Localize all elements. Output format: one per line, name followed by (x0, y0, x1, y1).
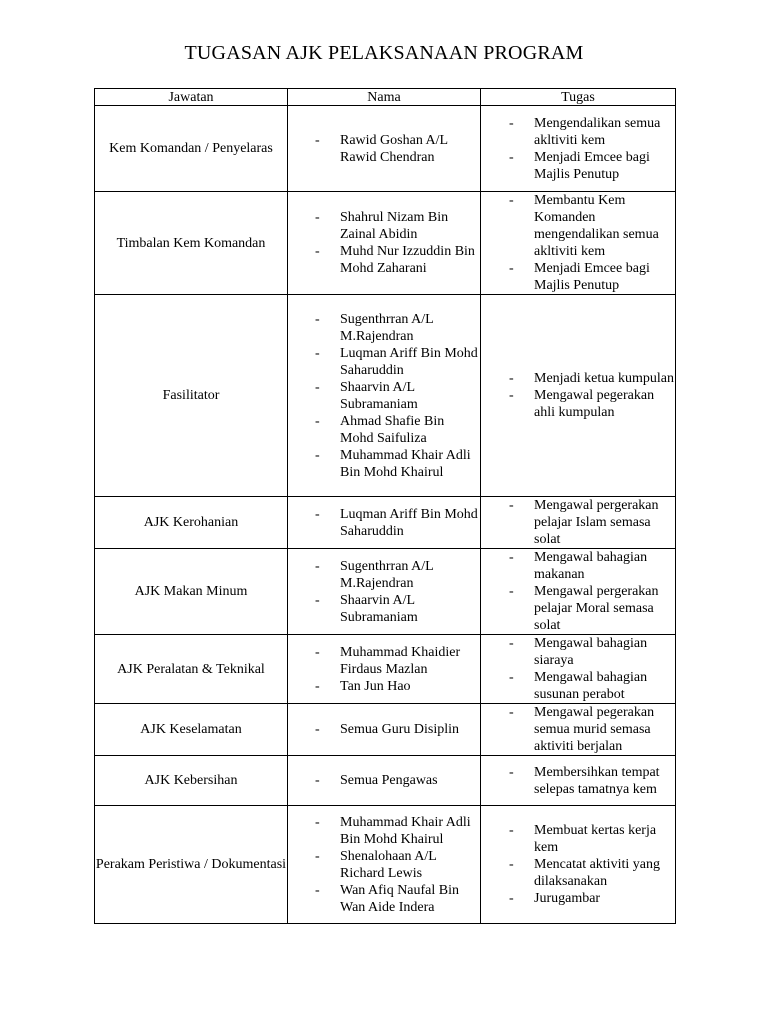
name-item: - Tan Jun Hao (288, 678, 480, 695)
duty-list (481, 704, 675, 755)
header-jawatan: Jawatan (95, 89, 288, 106)
name-list (288, 311, 480, 481)
name-list (288, 209, 480, 277)
cell-tugas (481, 756, 676, 806)
cell-tugas (481, 497, 676, 549)
duty-item: - Mengawal pergerakan pelajar Moral semasa solat (481, 583, 675, 634)
name-item: - Semua Guru Disiplin (288, 721, 480, 738)
name-list (288, 772, 480, 789)
duty-list (481, 115, 675, 183)
name-item: - Shenalohaan A/L Richard Lewis (288, 848, 480, 882)
duty-item: - Membantu Kem Komanden mengendalikan semua akltiviti kem (481, 192, 675, 260)
name-item: - Shaarvin A/L Subramaniam (288, 592, 480, 626)
duty-item: - Membuat kertas kerja kem (481, 822, 675, 856)
name-item: - Muhammad Khair Adli Bin Mohd Khairul (288, 814, 480, 848)
committee-table (94, 88, 676, 924)
cell-nama (288, 756, 481, 806)
duty-list (481, 822, 675, 907)
duty-item: - Mengawal bahagian makanan (481, 549, 675, 583)
table-row (95, 806, 676, 924)
table-row (95, 756, 676, 806)
cell-nama (288, 295, 481, 497)
cell-jawatan: AJK Kebersihan (95, 756, 288, 806)
duty-item: - Mengawal bahagian susunan perabot (481, 669, 675, 703)
name-item: - Shaarvin A/L Subramaniam (288, 379, 480, 413)
cell-jawatan: AJK Peralatan & Teknikal (95, 635, 288, 704)
cell-nama (288, 106, 481, 192)
table-header-row (95, 89, 676, 106)
duty-list (481, 370, 675, 421)
header-tugas: Tugas (481, 89, 676, 106)
duty-list (481, 635, 675, 703)
duty-item: - Jurugambar (481, 890, 675, 907)
name-item: - Shahrul Nizam Bin Zainal Abidin (288, 209, 480, 243)
name-item: - Semua Pengawas (288, 772, 480, 789)
document-title: TUGASAN AJK PELAKSANAAN PROGRAM (184, 42, 584, 64)
duty-item: - Mengawal bahagian siaraya (481, 635, 675, 669)
duty-item: - Membersihkan tempat selepas tamatnya kem (481, 764, 675, 798)
table-row (95, 635, 676, 704)
name-item: - Sugenthrran A/L M.Rajendran (288, 311, 480, 345)
cell-tugas (481, 295, 676, 497)
name-item: - Muhammad Khaidier Firdaus Mazlan (288, 644, 480, 678)
name-list (288, 558, 480, 626)
duty-item: - Mengawal pergerakan pelajar Islam semasa solat (481, 497, 675, 548)
duty-item: - Mencatat aktiviti yang dilaksanakan (481, 856, 675, 890)
cell-jawatan: AJK Keselamatan (95, 704, 288, 756)
table-row (95, 497, 676, 549)
duty-item: - Menjadi Emcee bagi Majlis Penutup (481, 260, 675, 294)
name-item: - Wan Afiq Naufal Bin Wan Aide Indera (288, 882, 480, 916)
cell-tugas (481, 635, 676, 704)
table-row (95, 192, 676, 295)
duty-list (481, 549, 675, 634)
cell-tugas (481, 806, 676, 924)
cell-nama (288, 635, 481, 704)
cell-tugas (481, 106, 676, 192)
name-item: - Ahmad Shafie Bin Mohd Saifuliza (288, 413, 480, 447)
duty-item: - Menjadi ketua kumpulan (481, 370, 675, 387)
cell-tugas (481, 549, 676, 635)
name-list (288, 132, 480, 166)
table-row (95, 704, 676, 756)
cell-jawatan: AJK Makan Minum (95, 549, 288, 635)
cell-jawatan: Timbalan Kem Komandan (95, 192, 288, 295)
cell-jawatan: Kem Komandan / Penyelaras (95, 106, 288, 192)
table-row (95, 295, 676, 497)
table-row (95, 106, 676, 192)
name-item: - Luqman Ariff Bin Mohd Saharuddin (288, 506, 480, 540)
name-list (288, 506, 480, 540)
cell-nama (288, 497, 481, 549)
duty-item: - Menjadi Emcee bagi Majlis Penutup (481, 149, 675, 183)
name-item: - Rawid Goshan A/L Rawid Chendran (288, 132, 480, 166)
cell-nama (288, 192, 481, 295)
duty-item: - Mengawal pegerakan ahli kumpulan (481, 387, 675, 421)
duty-item: - Mengawal pegerakan semua murid semasa aktiviti berjalan (481, 704, 675, 755)
cell-tugas (481, 192, 676, 295)
name-item: - Luqman Ariff Bin Mohd Saharuddin (288, 345, 480, 379)
name-item: - Sugenthrran A/L M.Rajendran (288, 558, 480, 592)
cell-nama (288, 806, 481, 924)
name-item: - Muhammad Khair Adli Bin Mohd Khairul (288, 447, 480, 481)
name-list (288, 814, 480, 916)
duty-item: - Mengendalikan semua akltiviti kem (481, 115, 675, 149)
cell-jawatan: AJK Kerohanian (95, 497, 288, 549)
duty-list (481, 497, 675, 548)
duty-list (481, 192, 675, 294)
cell-nama (288, 704, 481, 756)
cell-jawatan: Perakam Peristiwa / Dokumentasi (95, 806, 288, 924)
name-item: - Muhd Nur Izzuddin Bin Mohd Zaharani (288, 243, 480, 277)
cell-tugas (481, 704, 676, 756)
cell-nama (288, 549, 481, 635)
table-body (95, 106, 676, 924)
table-row (95, 549, 676, 635)
cell-jawatan: Fasilitator (95, 295, 288, 497)
name-list (288, 721, 480, 738)
name-list (288, 644, 480, 695)
duty-list (481, 764, 675, 798)
header-nama: Nama (288, 89, 481, 106)
